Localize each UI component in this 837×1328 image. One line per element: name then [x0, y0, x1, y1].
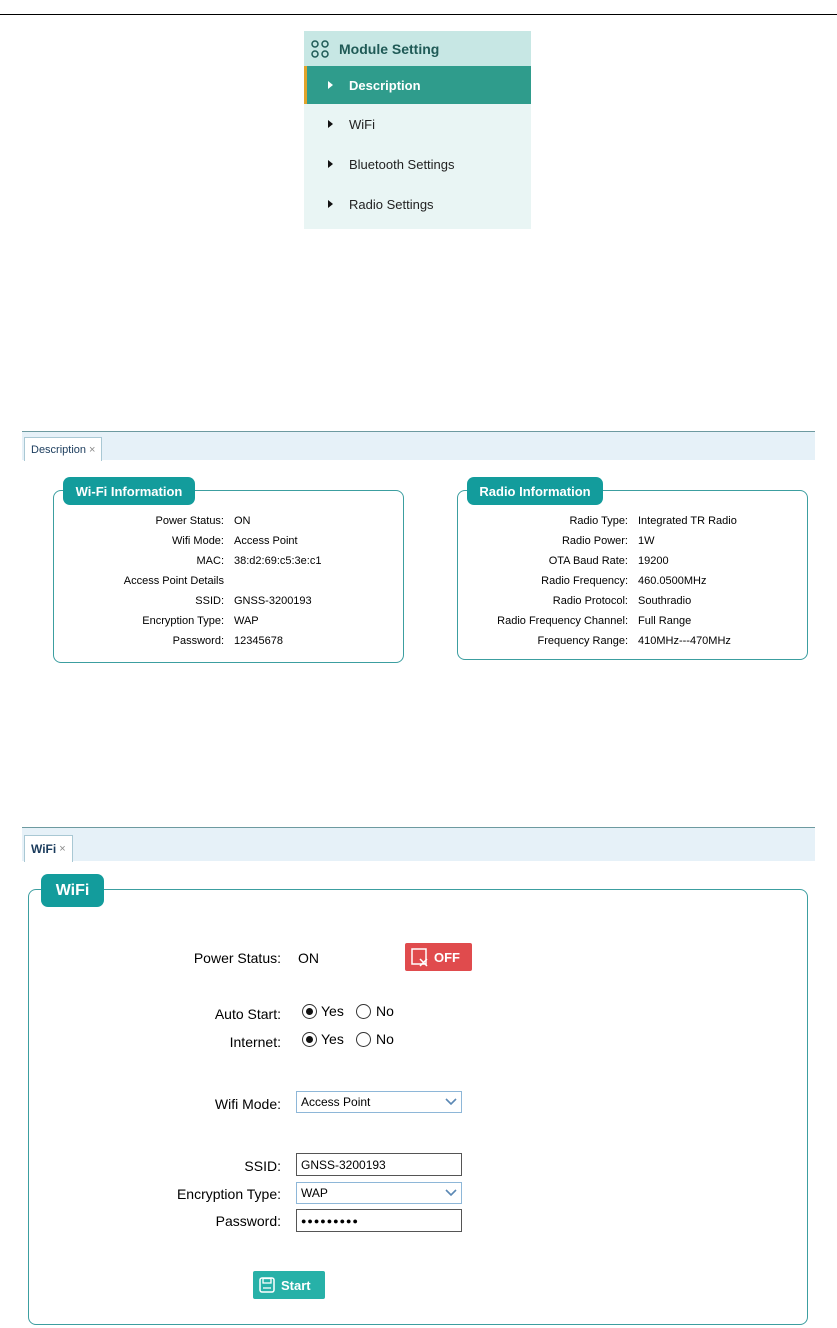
module-setting-icon	[310, 39, 330, 59]
close-icon[interactable]: ×	[59, 843, 66, 855]
menu-item-description[interactable]	[304, 66, 531, 104]
auto-start-label: Auto Start:	[214, 1006, 281, 1022]
password-input[interactable]: ●●●●●●●●●	[296, 1209, 462, 1232]
info-label: Password:	[172, 635, 224, 647]
menu-item-radio-settings[interactable]	[304, 184, 531, 224]
chevron-down-icon	[441, 1183, 461, 1203]
tab-wifi[interactable]	[24, 835, 73, 862]
auto-start-yes-label: Yes	[321, 1003, 344, 1019]
wifi-information-title: Wi-Fi Information	[63, 477, 195, 505]
info-label: Frequency Range:	[537, 635, 628, 647]
info-value: Integrated TR Radio	[638, 515, 737, 527]
menu-item-wifi[interactable]	[304, 104, 531, 144]
chevron-down-icon	[441, 1092, 461, 1112]
info-label: Radio Power:	[561, 535, 628, 547]
power-off-icon	[410, 947, 430, 967]
auto-start-no-radio[interactable]	[356, 1004, 371, 1019]
info-value: Southradio	[638, 595, 692, 607]
description-tab-bar	[22, 431, 815, 460]
info-label: Wifi Mode:	[172, 535, 224, 547]
info-value: 410MHz---470MHz	[638, 635, 731, 647]
internet-label: Internet:	[229, 1034, 281, 1050]
menu-header[interactable]	[304, 31, 531, 66]
caret-right-icon	[328, 120, 333, 128]
menu-item-label: Radio Settings	[349, 196, 434, 212]
power-status-label: Power Status:	[193, 950, 281, 966]
auto-start-no-label: No	[376, 1003, 394, 1019]
wifi-settings-title: WiFi	[41, 874, 104, 907]
wifi-information-panel	[53, 490, 404, 663]
info-label: Radio Protocol:	[552, 595, 628, 607]
start-button-label: Start	[281, 1277, 311, 1293]
close-icon[interactable]: ×	[89, 443, 96, 456]
power-status-value: ON	[298, 950, 319, 966]
internet-no-label: No	[376, 1031, 394, 1047]
encryption-type-label: Encryption Type:	[176, 1186, 281, 1202]
radio-information-title: Radio Information	[467, 477, 603, 505]
info-value: Access Point	[234, 535, 298, 547]
wifi-mode-select[interactable]	[296, 1091, 462, 1113]
menu-item-label: Description	[349, 77, 421, 93]
info-value: 19200	[638, 555, 669, 567]
info-value: GNSS-3200193	[234, 595, 312, 607]
info-value: 38:d2:69:c5:3e:c1	[234, 555, 322, 567]
tab-label: Description	[31, 443, 87, 456]
info-label: Encryption Type:	[142, 615, 224, 627]
info-value: ON	[234, 515, 251, 527]
off-button-label: OFF	[434, 949, 460, 965]
info-label: OTA Baud Rate:	[548, 555, 628, 567]
ssid-input[interactable]: GNSS-3200193	[296, 1153, 462, 1176]
ssid-label: SSID:	[244, 1158, 281, 1174]
internet-no-radio[interactable]	[356, 1032, 371, 1047]
page-top-rule	[0, 14, 837, 15]
wifi-tab-bar	[22, 827, 815, 861]
tab-label: WiFi	[31, 842, 57, 856]
info-value: 1W	[638, 535, 655, 547]
info-value: Full Range	[638, 615, 692, 627]
info-value: 12345678	[234, 635, 283, 647]
caret-right-icon	[328, 81, 333, 89]
info-label: Radio Frequency:	[541, 575, 628, 587]
off-button[interactable]	[405, 943, 472, 971]
caret-right-icon	[328, 200, 333, 208]
encryption-type-select[interactable]	[296, 1182, 462, 1204]
info-label: Access Point Details	[123, 575, 224, 587]
internet-yes-label: Yes	[321, 1031, 344, 1047]
info-label: Power Status:	[155, 515, 224, 527]
menu-item-label: Bluetooth Settings	[349, 156, 455, 172]
password-label: Password:	[215, 1213, 281, 1229]
menu-item-label: WiFi	[349, 116, 375, 132]
info-value: WAP	[234, 615, 259, 627]
internet-yes-radio[interactable]	[302, 1032, 317, 1047]
info-label: SSID:	[195, 595, 224, 607]
auto-start-yes-radio[interactable]	[302, 1004, 317, 1019]
module-setting-menu	[304, 31, 531, 229]
tab-description[interactable]	[24, 437, 102, 461]
start-button[interactable]	[253, 1271, 325, 1299]
info-label: MAC:	[196, 555, 224, 567]
encryption-type-value: WAP	[301, 1186, 328, 1200]
menu-item-bluetooth-settings[interactable]	[304, 144, 531, 184]
info-value: 460.0500MHz	[638, 575, 707, 587]
caret-right-icon	[328, 160, 333, 168]
save-icon	[258, 1276, 276, 1294]
wifi-mode-label: Wifi Mode:	[214, 1096, 281, 1112]
info-label: Radio Type:	[569, 515, 628, 527]
menu-title: Module Setting	[339, 40, 440, 57]
info-label: Radio Frequency Channel:	[497, 615, 628, 627]
radio-information-panel	[457, 490, 808, 660]
wifi-mode-value: Access Point	[301, 1095, 371, 1109]
